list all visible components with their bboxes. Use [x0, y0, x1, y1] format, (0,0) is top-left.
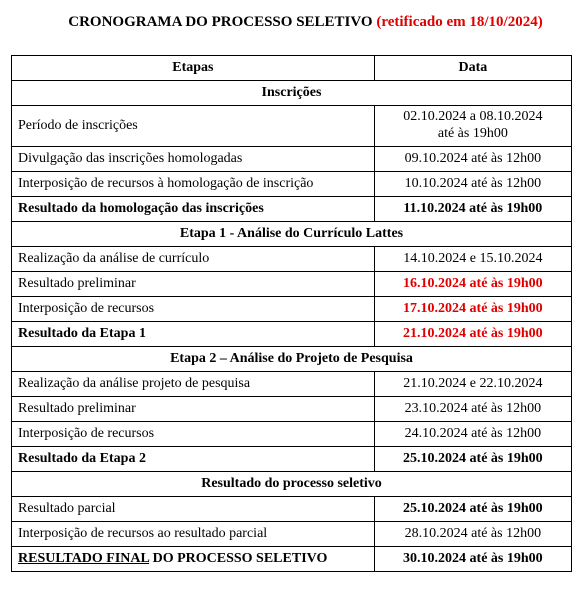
stage-cell: Interposição de recursos ao resultado parcial	[12, 522, 375, 547]
schedule-body	[12, 81, 572, 572]
date-line: 30.10.2024 até às 19h00	[403, 550, 543, 566]
table-row	[12, 197, 572, 222]
table-row	[12, 397, 572, 422]
date-line: 24.10.2024 até às 12h00	[404, 425, 542, 441]
table-row	[12, 172, 572, 197]
date-line: 10.10.2024 até às 12h00	[404, 175, 542, 191]
date-line: 21.10.2024 e 22.10.2024	[403, 375, 543, 391]
table-row	[12, 522, 572, 547]
table-row	[12, 147, 572, 172]
date-cell	[374, 172, 571, 197]
date-line: 16.10.2024 até às 19h00	[403, 275, 543, 291]
schedule-table	[11, 55, 572, 572]
section-header-row	[12, 347, 572, 372]
document-title-main: CRONOGRAMA DO PROCESSO SELETIVO	[68, 14, 373, 30]
date-cell	[374, 272, 571, 297]
date-line: 25.10.2024 até às 19h00	[403, 500, 543, 516]
date-line: 11.10.2024 até às 19h00	[403, 200, 543, 216]
stage-label-underlined: RESULTADO FINAL	[18, 550, 150, 566]
date-line: 09.10.2024 até às 12h00	[404, 150, 542, 166]
stage-cell	[12, 547, 375, 572]
table-row	[12, 106, 572, 147]
date-cell	[374, 372, 571, 397]
section-header-row	[12, 81, 572, 106]
rectification-note: (retificado em 18/10/2024)	[376, 14, 543, 30]
date-line: 02.10.2024 a 08.10.2024	[403, 109, 543, 125]
stage-cell: Resultado da homologação das inscrições	[12, 197, 375, 222]
date-cell	[374, 197, 571, 222]
date-cell	[374, 422, 571, 447]
date-line: 17.10.2024 até às 19h00	[403, 300, 543, 316]
date-line: 28.10.2024 até às 12h00	[404, 525, 542, 541]
date-cell	[374, 397, 571, 422]
stage-cell: Realização da análise projeto de pesquisa	[12, 372, 375, 397]
table-row	[12, 422, 572, 447]
table-header-row	[12, 56, 572, 81]
date-line: 25.10.2024 até às 19h00	[403, 450, 543, 466]
document-title	[0, 14, 587, 31]
section-heading: Inscrições	[12, 81, 572, 106]
date-cell	[374, 297, 571, 322]
date-line: 14.10.2024 e 15.10.2024	[403, 250, 543, 266]
stage-cell: Período de inscrições	[12, 106, 375, 147]
header-data: Data	[374, 56, 571, 81]
date-cell	[374, 322, 571, 347]
date-cell	[374, 147, 571, 172]
stage-cell: Interposição de recursos	[12, 297, 375, 322]
date-cell	[374, 247, 571, 272]
section-heading: Etapa 1 - Análise do Currículo Lattes	[12, 222, 572, 247]
date-cell	[374, 497, 571, 522]
section-heading: Etapa 2 – Análise do Projeto de Pesquisa	[12, 347, 572, 372]
section-header-row	[12, 222, 572, 247]
table-row	[12, 372, 572, 397]
stage-cell: Realização da análise de currículo	[12, 247, 375, 272]
date-cell	[374, 547, 571, 572]
stage-cell: Resultado preliminar	[12, 397, 375, 422]
table-row	[12, 247, 572, 272]
date-cell	[374, 522, 571, 547]
stage-cell: Interposição de recursos à homologação de inscrição	[12, 172, 375, 197]
stage-cell: Resultado da Etapa 1	[12, 322, 375, 347]
stage-cell: Resultado da Etapa 2	[12, 447, 375, 472]
stage-label-rest: DO PROCESSO SELETIVO	[149, 550, 328, 566]
stage-cell: Resultado preliminar	[12, 272, 375, 297]
date-line: até às 19h00	[437, 126, 508, 141]
table-row	[12, 322, 572, 347]
table-row	[12, 272, 572, 297]
date-cell	[374, 106, 571, 147]
table-row	[12, 547, 572, 572]
date-cell	[374, 447, 571, 472]
stage-cell: Resultado parcial	[12, 497, 375, 522]
section-header-row	[12, 472, 572, 497]
stage-cell: Divulgação das inscrições homologadas	[12, 147, 375, 172]
table-row	[12, 447, 572, 472]
date-line: 21.10.2024 até às 19h00	[403, 325, 543, 341]
stage-cell: Interposição de recursos	[12, 422, 375, 447]
header-etapas: Etapas	[12, 56, 375, 81]
table-row	[12, 497, 572, 522]
section-heading: Resultado do processo seletivo	[12, 472, 572, 497]
date-line: 23.10.2024 até às 12h00	[404, 400, 542, 416]
table-row	[12, 297, 572, 322]
